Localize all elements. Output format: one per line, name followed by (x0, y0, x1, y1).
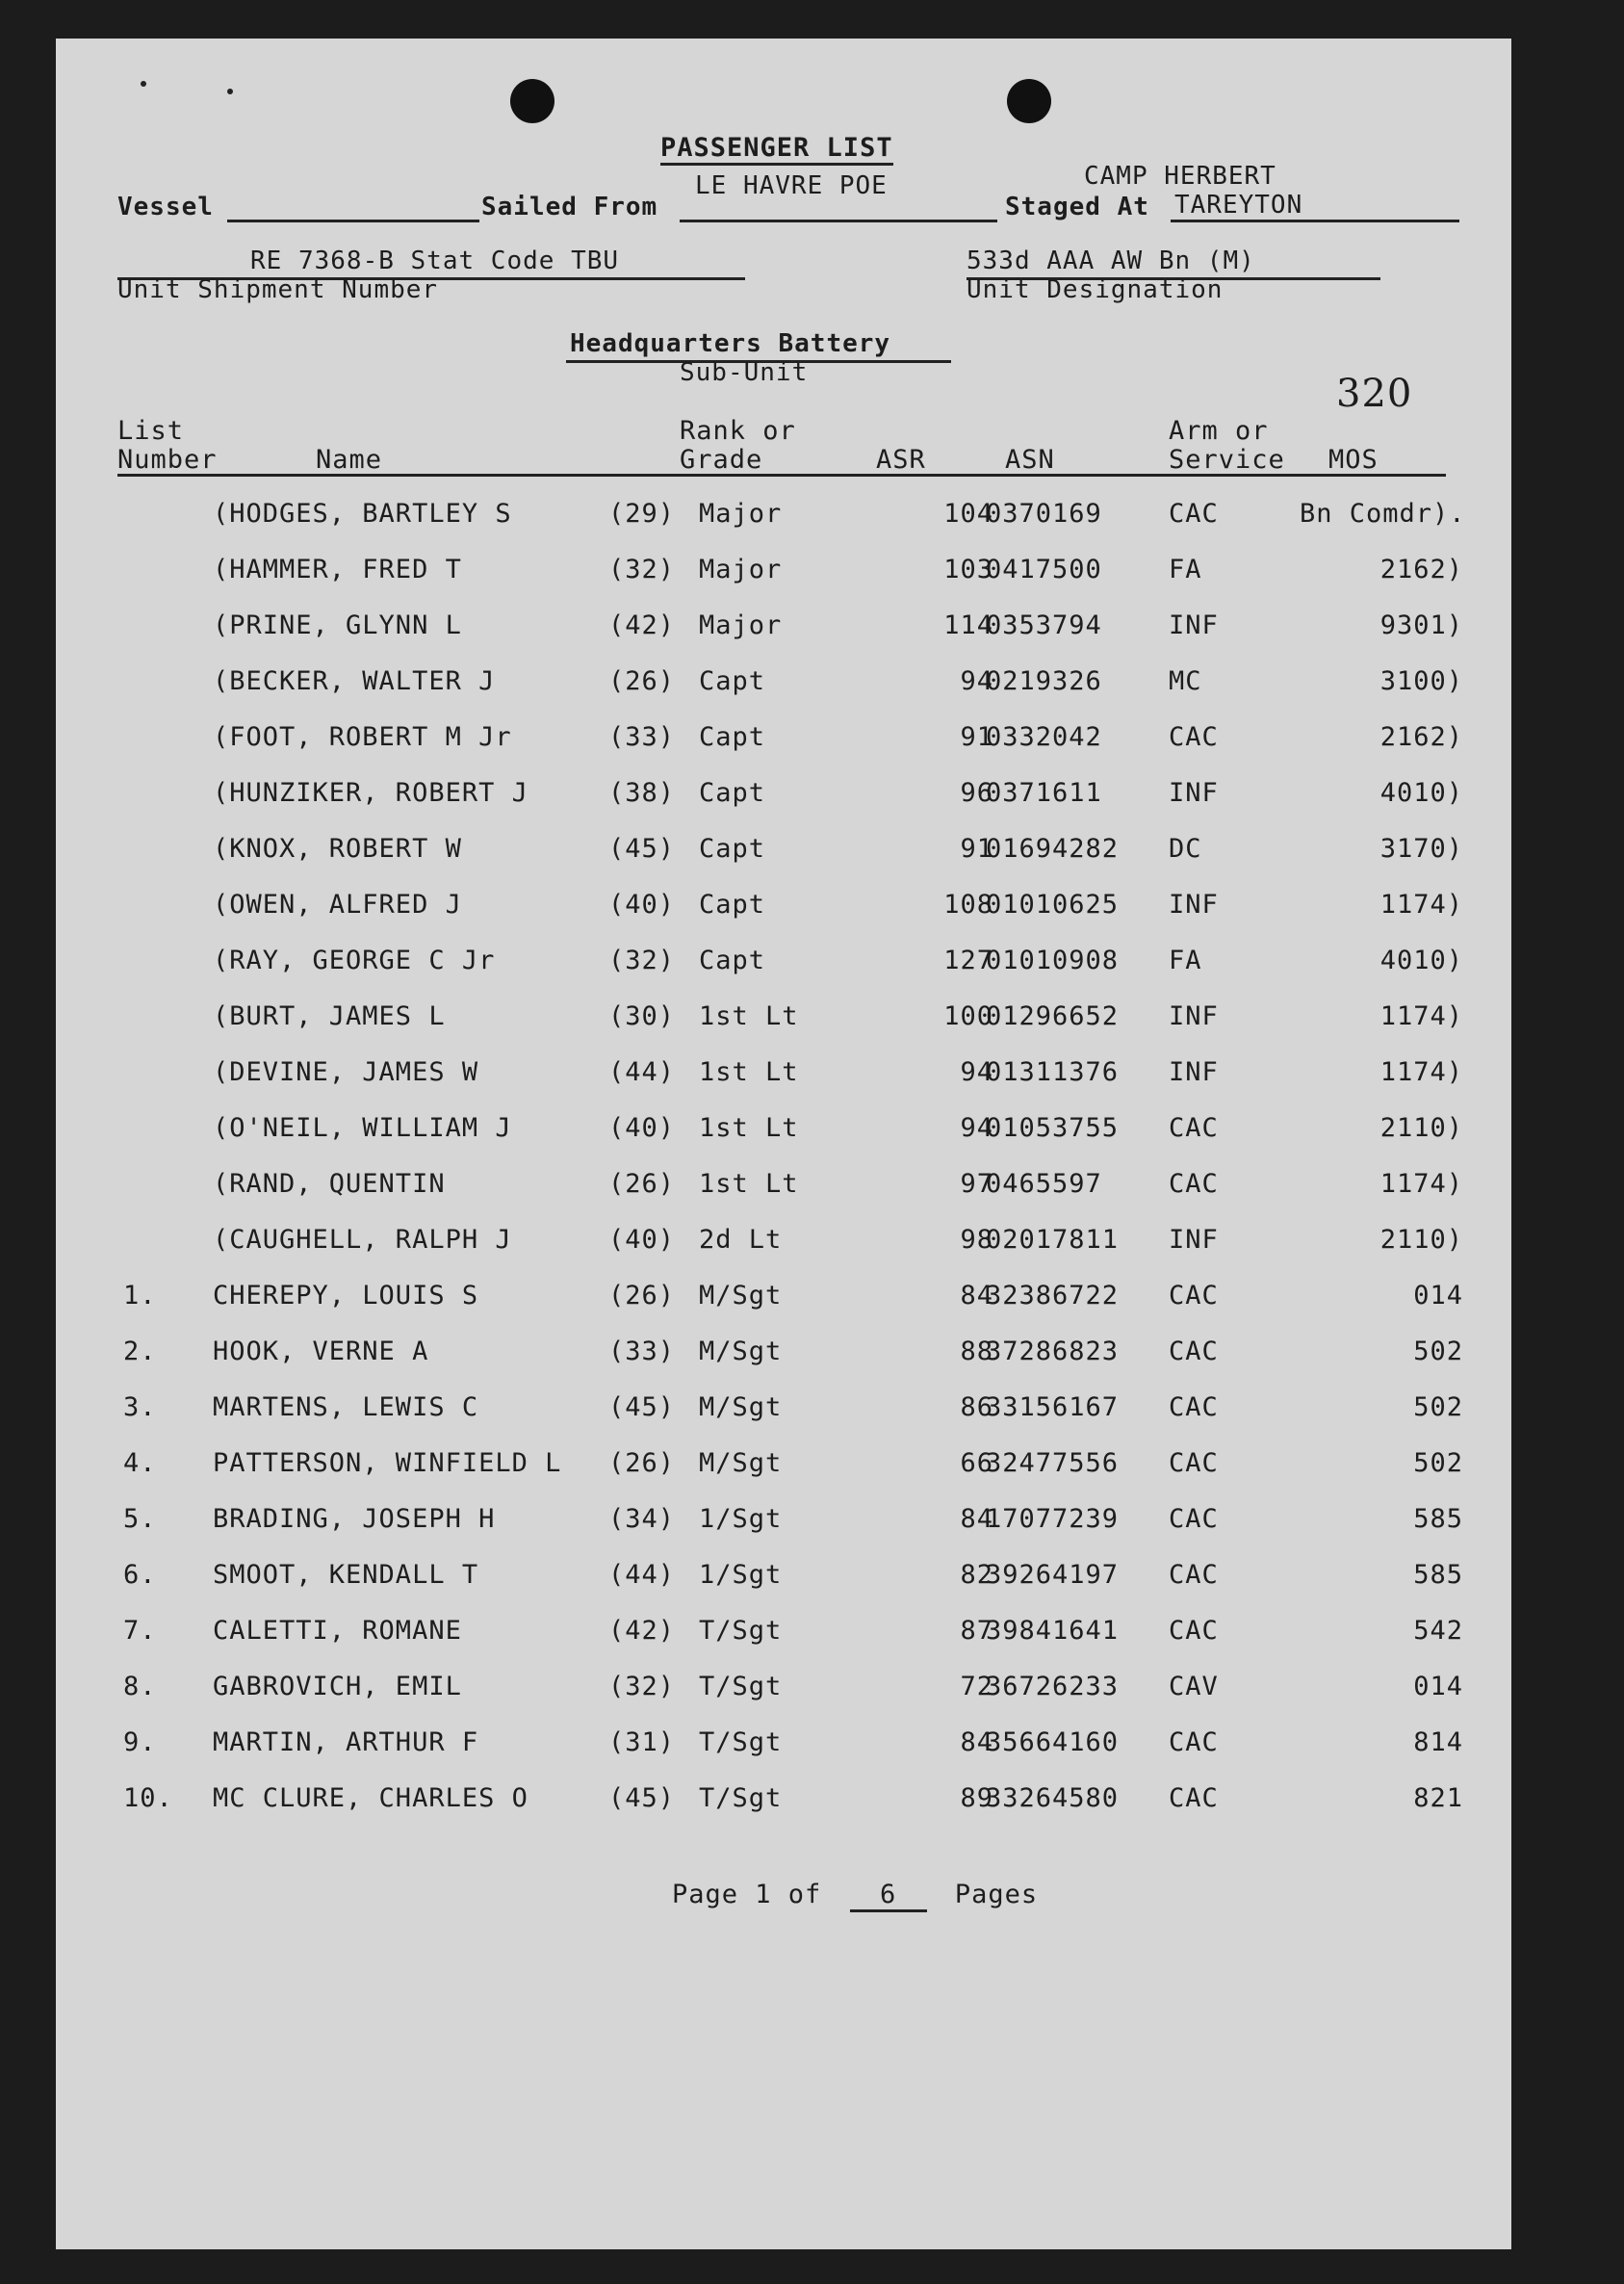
age: (26) (608, 1448, 676, 1478)
asr: 104 (943, 499, 993, 529)
rank: 1st Lt (699, 1169, 799, 1199)
asn: 36726233 (986, 1672, 1120, 1701)
unit-value: 533d AAA AW Bn (M) (967, 247, 1255, 275)
shipment-label: Unit Shipment Number (117, 275, 439, 304)
arm-service: FA (1169, 946, 1202, 975)
table-row (56, 1672, 1511, 1720)
age: (31) (608, 1727, 676, 1757)
table-row (56, 890, 1511, 938)
shipment-value: RE 7368-B Stat Code TBU (250, 247, 620, 275)
mos: 4010) (1379, 946, 1463, 975)
rank: M/Sgt (699, 1281, 783, 1311)
list-number: 5. (123, 1504, 157, 1534)
rank: T/Sgt (699, 1616, 783, 1646)
age: (33) (608, 1337, 676, 1366)
asn: 39841641 (986, 1616, 1120, 1646)
passenger-name: (PRINE, GLYNN L (213, 610, 462, 640)
asr: 97 (960, 1169, 993, 1199)
passenger-name: CALETTI, ROMANE (213, 1616, 462, 1646)
table-row (56, 1281, 1511, 1329)
rank: 1/Sgt (699, 1504, 783, 1534)
rank: Major (699, 610, 783, 640)
asr: 82 (960, 1560, 993, 1590)
mos: 502 (1413, 1392, 1463, 1422)
age: (29) (608, 499, 676, 529)
asn: 0465597 (986, 1169, 1102, 1199)
mos: 2162) (1379, 722, 1463, 752)
col-list-header-2: Number (117, 445, 218, 475)
mos: 542 (1413, 1616, 1463, 1646)
table-row (56, 834, 1511, 882)
mos: 585 (1413, 1560, 1463, 1590)
arm-service: CAC (1169, 1783, 1219, 1813)
age: (45) (608, 1783, 676, 1813)
passenger-name: (HODGES, BARTLEY S (213, 499, 512, 529)
age: (26) (608, 1281, 676, 1311)
speck (227, 89, 233, 94)
passenger-name: (FOOT, ROBERT M Jr (213, 722, 512, 752)
table-row (56, 1616, 1511, 1664)
age: (45) (608, 834, 676, 864)
col-arm-header-2: Service (1169, 445, 1285, 475)
mos: 3170) (1379, 834, 1463, 864)
table-row (56, 722, 1511, 770)
arm-service: CAC (1169, 1560, 1219, 1590)
age: (42) (608, 1616, 676, 1646)
rank: 2d Lt (699, 1225, 783, 1255)
mos: 3100) (1379, 666, 1463, 696)
passenger-name: (HAMMER, FRED T (213, 555, 462, 584)
passenger-name: (HUNZIKER, ROBERT J (213, 778, 528, 808)
table-row (56, 1783, 1511, 1831)
col-rank-header-2: Grade (680, 445, 763, 475)
passenger-name: (OWEN, ALFRED J (213, 890, 462, 920)
age: (26) (608, 666, 676, 696)
arm-service: CAC (1169, 1337, 1219, 1366)
passenger-name: (O'NEIL, WILLIAM J (213, 1113, 512, 1143)
col-asn-header: ASN (1005, 445, 1055, 475)
punch-hole-left (510, 79, 554, 123)
asn: 0371611 (986, 778, 1102, 808)
list-number: 9. (123, 1727, 157, 1757)
passenger-name: (RAY, GEORGE C Jr (213, 946, 496, 975)
rank: Major (699, 555, 783, 584)
table-row (56, 1337, 1511, 1385)
rank: Capt (699, 890, 766, 920)
footer-suffix: Pages (954, 1880, 1039, 1909)
passenger-name: HOOK, VERNE A (213, 1337, 429, 1366)
age: (42) (608, 610, 676, 640)
asn: 39264197 (986, 1560, 1120, 1590)
list-number: 4. (123, 1448, 157, 1478)
col-arm-header-1: Arm or (1169, 416, 1269, 446)
rank: M/Sgt (699, 1448, 783, 1478)
asn: 01010908 (986, 946, 1120, 975)
arm-service: INF (1169, 778, 1219, 808)
passenger-name: (BECKER, WALTER J (213, 666, 496, 696)
asr: 94 (960, 1113, 993, 1143)
mos: 014 (1413, 1281, 1463, 1311)
passenger-name: (KNOX, ROBERT W (213, 834, 462, 864)
arm-service: DC (1169, 834, 1202, 864)
asr: 114 (943, 610, 993, 640)
asn: 02017811 (986, 1225, 1120, 1255)
table-row (56, 555, 1511, 603)
asn: 0370169 (986, 499, 1102, 529)
subunit-value: Headquarters Battery (570, 329, 891, 358)
passenger-name: (RAND, QUENTIN (213, 1169, 446, 1199)
asn: 0332042 (986, 722, 1102, 752)
asr: 88 (960, 1337, 993, 1366)
asn: 01694282 (986, 834, 1120, 864)
arm-service: CAC (1169, 1504, 1219, 1534)
table-row (56, 1169, 1511, 1217)
vessel-label: Vessel (117, 193, 214, 221)
rank: M/Sgt (699, 1392, 783, 1422)
arm-service: CAC (1169, 1448, 1219, 1478)
list-number: 8. (123, 1672, 157, 1701)
table-row (56, 1113, 1511, 1161)
mos: 502 (1413, 1337, 1463, 1366)
staged-at-label: Staged At (1005, 193, 1149, 221)
asn: 0417500 (986, 555, 1102, 584)
mos: 2162) (1379, 555, 1463, 584)
rank: T/Sgt (699, 1672, 783, 1701)
table-row (56, 1448, 1511, 1496)
asr: 86 (960, 1392, 993, 1422)
staged-camp: CAMP HERBERT (1084, 162, 1276, 191)
vessel-line (227, 220, 479, 222)
mos: Bn Comdr). (1300, 499, 1466, 529)
table-row (56, 1001, 1511, 1050)
arm-service: FA (1169, 555, 1202, 584)
asr: 96 (960, 778, 993, 808)
mos: 1174) (1379, 890, 1463, 920)
list-number: 6. (123, 1560, 157, 1590)
asr: 98 (960, 1225, 993, 1255)
rank: 1st Lt (699, 1057, 799, 1087)
asr: 100 (943, 1001, 993, 1031)
mos: 2110) (1379, 1113, 1463, 1143)
rank: Capt (699, 722, 766, 752)
age: (30) (608, 1001, 676, 1031)
rank: Capt (699, 946, 766, 975)
arm-service: CAC (1169, 1616, 1219, 1646)
footer-page-total: 6 (850, 1880, 927, 1912)
col-asr-header: ASR (876, 445, 926, 475)
arm-service: CAC (1169, 1281, 1219, 1311)
passenger-name: (DEVINE, JAMES W (213, 1057, 479, 1087)
asr: 127 (943, 946, 993, 975)
rank: M/Sgt (699, 1337, 783, 1366)
arm-service: INF (1169, 1057, 1219, 1087)
age: (32) (608, 555, 676, 584)
table-row (56, 1225, 1511, 1273)
page-footer (672, 1880, 1038, 1912)
asn: 01296652 (986, 1001, 1120, 1031)
passenger-table (56, 499, 1511, 1828)
table-row (56, 946, 1511, 994)
asn: 0219326 (986, 666, 1102, 696)
arm-service: MC (1169, 666, 1202, 696)
age: (44) (608, 1057, 676, 1087)
table-row (56, 666, 1511, 714)
asn: 37286823 (986, 1337, 1120, 1366)
age: (44) (608, 1560, 676, 1590)
rank: T/Sgt (699, 1727, 783, 1757)
col-rank-header-1: Rank or (680, 416, 796, 446)
list-number: 2. (123, 1337, 157, 1366)
arm-service: INF (1169, 610, 1219, 640)
passenger-name: GABROVICH, EMIL (213, 1672, 462, 1701)
asn: 01010625 (986, 890, 1120, 920)
age: (32) (608, 1672, 676, 1701)
asr: 94 (960, 666, 993, 696)
rank: Capt (699, 834, 766, 864)
asn: 17077239 (986, 1504, 1120, 1534)
staged-at-value: TAREYTON (1174, 191, 1303, 220)
arm-service: CAV (1169, 1672, 1219, 1701)
arm-service: CAC (1169, 1113, 1219, 1143)
rank: Capt (699, 666, 766, 696)
asr: 84 (960, 1504, 993, 1534)
arm-service: CAC (1169, 1727, 1219, 1757)
asr: 72 (960, 1672, 993, 1701)
age: (38) (608, 778, 676, 808)
asr: 94 (960, 1057, 993, 1087)
rank: 1/Sgt (699, 1560, 783, 1590)
list-number: 7. (123, 1616, 157, 1646)
passenger-name: CHEREPY, LOUIS S (213, 1281, 479, 1311)
mos: 2110) (1379, 1225, 1463, 1255)
passenger-name: PATTERSON, WINFIELD L (213, 1448, 562, 1478)
footer-prefix: Page 1 of (672, 1880, 822, 1909)
list-number: 10. (123, 1783, 173, 1813)
asr: 91 (960, 722, 993, 752)
staged-at-line (1171, 220, 1459, 222)
document-page (56, 39, 1511, 2249)
mos: 814 (1413, 1727, 1463, 1757)
age: (32) (608, 946, 676, 975)
list-number: 3. (123, 1392, 157, 1422)
table-row (56, 499, 1511, 547)
table-row (56, 610, 1511, 659)
age: (34) (608, 1504, 676, 1534)
asn: 33156167 (986, 1392, 1120, 1422)
asr: 87 (960, 1616, 993, 1646)
age: (33) (608, 722, 676, 752)
asn: 0353794 (986, 610, 1102, 640)
passenger-name: SMOOT, KENDALL T (213, 1560, 479, 1590)
list-number: 1. (123, 1281, 157, 1311)
passenger-name: MC CLURE, CHARLES O (213, 1783, 528, 1813)
sailed-from-line (680, 220, 997, 222)
col-mos-header: MOS (1328, 445, 1379, 475)
rank: Capt (699, 778, 766, 808)
sailed-from-label: Sailed From (481, 193, 658, 221)
table-row (56, 1727, 1511, 1776)
age: (40) (608, 890, 676, 920)
header-rule (117, 474, 1446, 477)
rank: 1st Lt (699, 1001, 799, 1031)
asn: 33264580 (986, 1783, 1120, 1813)
unit-label: Unit Designation (967, 275, 1224, 304)
mos: 585 (1413, 1504, 1463, 1534)
rank: 1st Lt (699, 1113, 799, 1143)
table-row (56, 1504, 1511, 1552)
rank: T/Sgt (699, 1783, 783, 1813)
mos: 014 (1413, 1672, 1463, 1701)
table-row (56, 1392, 1511, 1440)
passenger-name: (BURT, JAMES L (213, 1001, 446, 1031)
table-row (56, 1560, 1511, 1608)
mos: 4010) (1379, 778, 1463, 808)
subunit-label: Sub-Unit (680, 358, 809, 387)
page-stamp: 320 (1336, 372, 1413, 416)
passenger-name: (CAUGHELL, RALPH J (213, 1225, 512, 1255)
arm-service: INF (1169, 1001, 1219, 1031)
asn: 32386722 (986, 1281, 1120, 1311)
age: (26) (608, 1169, 676, 1199)
table-row (56, 778, 1511, 826)
mos: 9301) (1379, 610, 1463, 640)
mos: 502 (1413, 1448, 1463, 1478)
arm-service: INF (1169, 890, 1219, 920)
mos: 1174) (1379, 1169, 1463, 1199)
age: (40) (608, 1225, 676, 1255)
mos: 821 (1413, 1783, 1463, 1813)
arm-service: CAC (1169, 1169, 1219, 1199)
col-list-header-1: List (117, 416, 185, 446)
sailed-from-value: LE HAVRE POE (695, 171, 888, 200)
col-name-header: Name (316, 445, 383, 475)
arm-service: CAC (1169, 499, 1219, 529)
asr: 84 (960, 1727, 993, 1757)
mos: 1174) (1379, 1001, 1463, 1031)
asn: 01311376 (986, 1057, 1120, 1087)
asn: 32477556 (986, 1448, 1120, 1478)
arm-service: CAC (1169, 722, 1219, 752)
table-row (56, 1057, 1511, 1105)
asr: 103 (943, 555, 993, 584)
passenger-name: MARTIN, ARTHUR F (213, 1727, 479, 1757)
rank: Major (699, 499, 783, 529)
asr: 66 (960, 1448, 993, 1478)
document-title: PASSENGER LIST (660, 133, 893, 166)
asr: 108 (943, 890, 993, 920)
asn: 35664160 (986, 1727, 1120, 1757)
asr: 91 (960, 834, 993, 864)
mos: 1174) (1379, 1057, 1463, 1087)
asn: 01053755 (986, 1113, 1120, 1143)
asr: 84 (960, 1281, 993, 1311)
arm-service: INF (1169, 1225, 1219, 1255)
asr: 89 (960, 1783, 993, 1813)
age: (45) (608, 1392, 676, 1422)
passenger-name: BRADING, JOSEPH H (213, 1504, 496, 1534)
punch-hole-right (1007, 79, 1051, 123)
arm-service: CAC (1169, 1392, 1219, 1422)
age: (40) (608, 1113, 676, 1143)
passenger-name: MARTENS, LEWIS C (213, 1392, 479, 1422)
speck (141, 81, 146, 87)
